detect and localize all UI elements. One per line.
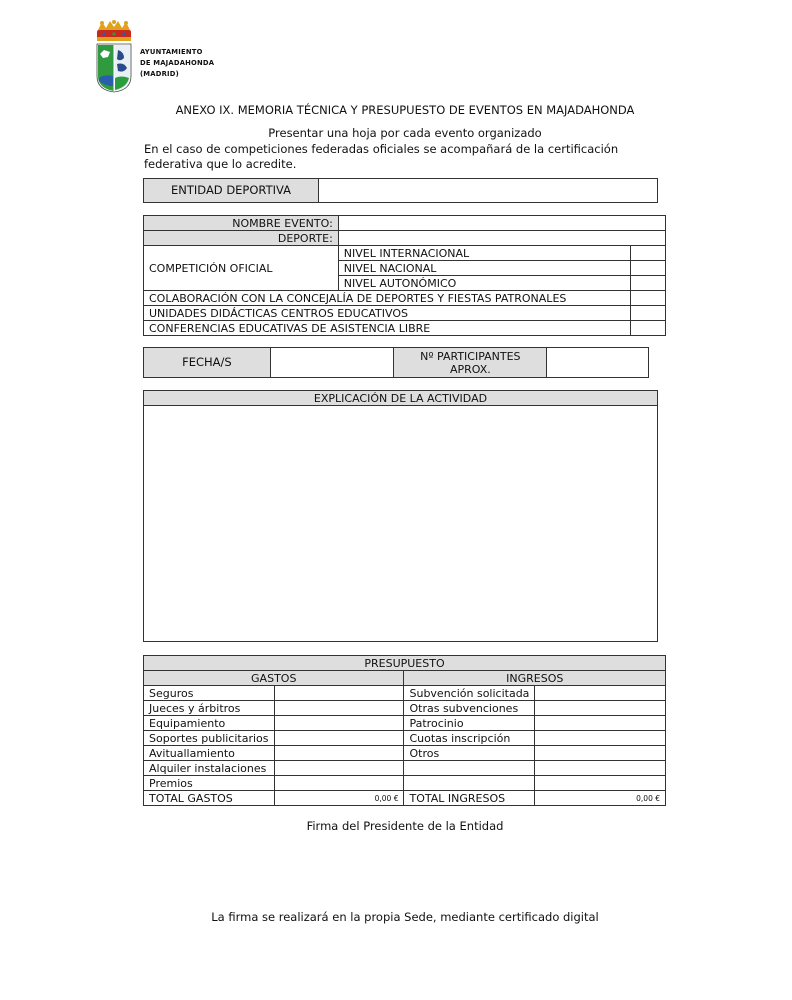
gasto-input[interactable] [274, 701, 404, 716]
gasto-input[interactable] [274, 686, 404, 701]
gasto-label: Avituallamiento [144, 746, 275, 761]
ingreso-label: Subvención solicitada [404, 686, 535, 701]
ingreso-input[interactable] [535, 716, 666, 731]
deporte-input[interactable] [338, 231, 665, 246]
entidad-input[interactable] [319, 179, 658, 203]
fecha-label: FECHA/S [144, 348, 271, 378]
unidades-checkbox[interactable] [631, 306, 666, 321]
conferencias-checkbox[interactable] [631, 321, 666, 336]
ingreso-label: Cuotas inscripción [404, 731, 535, 746]
nivel-internacional-checkbox[interactable] [631, 246, 666, 261]
presupuesto-table [143, 655, 666, 806]
nivel-autonomico-checkbox[interactable] [631, 276, 666, 291]
total-gastos-label: TOTAL GASTOS [144, 791, 275, 806]
gasto-input[interactable] [274, 731, 404, 746]
gasto-input[interactable] [274, 746, 404, 761]
evento-table [143, 215, 666, 336]
page-title: ANEXO IX. MEMORIA TÉCNICA Y PRESUPUESTO DE EVENTOS EN MAJADAHONDA [175, 103, 635, 117]
nivel-autonomico-label: NIVEL AUTONÓMICO [338, 276, 630, 291]
colaboracion-label: COLABORACIÓN CON LA CONCEJALÍA DE DEPORTES Y FIESTAS PATRONALES [144, 291, 631, 306]
ingreso-input[interactable] [535, 761, 666, 776]
firma-area[interactable] [250, 838, 560, 898]
nombre-evento-input[interactable] [338, 216, 665, 231]
ingreso-label: Otros [404, 746, 535, 761]
logo-line: (MADRID) [140, 70, 179, 78]
gasto-label: Jueces y árbitros [144, 701, 275, 716]
ingreso-label: Patrocinio [404, 716, 535, 731]
participantes-label-line2: APROX. [449, 362, 491, 376]
colaboracion-checkbox[interactable] [631, 291, 666, 306]
firma-label: Firma del Presidente de la Entidad [306, 819, 504, 833]
participantes-label-line1: Nº PARTICIPANTES [420, 349, 521, 363]
gasto-label: Premios [144, 776, 275, 791]
total-gastos-value: 0,00 € [274, 791, 404, 806]
gasto-input[interactable] [274, 716, 404, 731]
gasto-input[interactable] [274, 761, 404, 776]
ingreso-input[interactable] [535, 776, 666, 791]
note-line-2: federativa que lo acredite. [144, 157, 297, 171]
explicacion-textarea[interactable] [144, 406, 658, 642]
fecha-input[interactable] [270, 348, 394, 378]
deporte-label: DEPORTE: [144, 231, 339, 246]
ingreso-input[interactable] [535, 686, 666, 701]
nivel-nacional-checkbox[interactable] [631, 261, 666, 276]
presupuesto-title: PRESUPUESTO [144, 656, 666, 671]
entidad-label: ENTIDAD DEPORTIVA [144, 179, 319, 203]
unidades-label: UNIDADES DIDÁCTICAS CENTROS EDUCATIVOS [144, 306, 631, 321]
logo-text [140, 47, 214, 80]
nivel-internacional-label: NIVEL INTERNACIONAL [338, 246, 630, 261]
logo-line: DE MAJADAHONDA [140, 59, 215, 67]
municipal-logo [94, 20, 134, 94]
total-ingresos-label: TOTAL INGRESOS [404, 791, 535, 806]
subheading: Presentar una hoja por cada evento organizado [268, 126, 542, 140]
coat-of-arms-icon [94, 20, 134, 94]
ingresos-title: INGRESOS [404, 671, 666, 686]
participantes-label [394, 348, 547, 378]
gasto-label: Soportes publicitarios [144, 731, 275, 746]
gasto-label: Seguros [144, 686, 275, 701]
gasto-label: Alquiler instalaciones [144, 761, 275, 776]
ingreso-input[interactable] [535, 746, 666, 761]
total-ingresos-value: 0,00 € [535, 791, 666, 806]
ingreso-label [404, 776, 535, 791]
entidad-table [143, 178, 658, 203]
note-line-1: En el caso de competiciones federadas oficiales se acompañará de la certificación [144, 142, 619, 156]
explicacion-table [143, 390, 658, 642]
gasto-label: Equipamiento [144, 716, 275, 731]
nivel-nacional-label: NIVEL NACIONAL [338, 261, 630, 276]
logo-line: AYUNTAMIENTO [140, 48, 203, 56]
fechas-table [143, 347, 649, 378]
ingreso-input[interactable] [535, 731, 666, 746]
nombre-evento-label: NOMBRE EVENTO: [144, 216, 339, 231]
competicion-oficial-label: COMPETICIÓN OFICIAL [144, 246, 339, 291]
participantes-input[interactable] [547, 348, 649, 378]
conferencias-label: CONFERENCIAS EDUCATIVAS DE ASISTENCIA LIBRE [144, 321, 631, 336]
ingreso-input[interactable] [535, 701, 666, 716]
gastos-title: GASTOS [144, 671, 404, 686]
explicacion-label: EXPLICACIÓN DE LA ACTIVIDAD [144, 391, 658, 406]
footer-note: La firma se realizará en la propia Sede, mediante certificado digital [211, 910, 599, 924]
ingreso-label [404, 761, 535, 776]
gasto-input[interactable] [274, 776, 404, 791]
ingreso-label: Otras subvenciones [404, 701, 535, 716]
